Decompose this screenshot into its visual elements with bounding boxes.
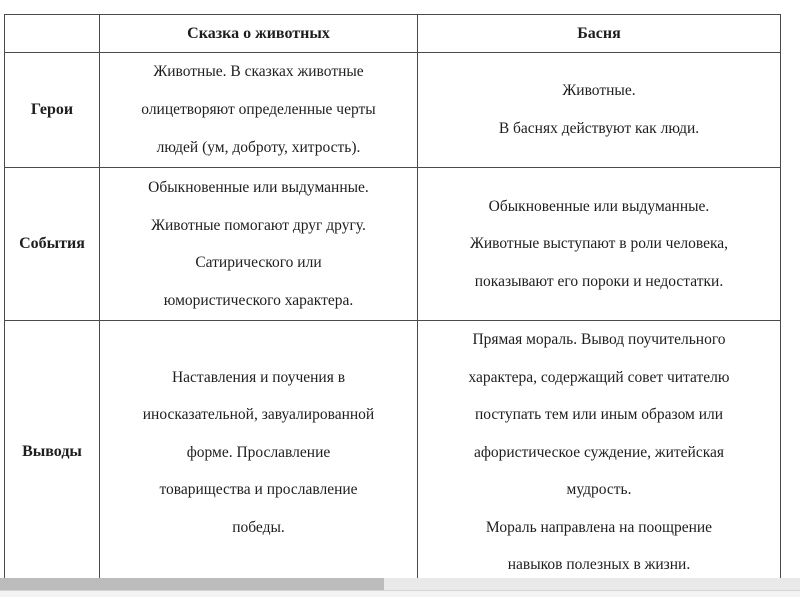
cell-line: Наставления и поучения в — [171, 368, 346, 386]
cell-line: юмористического характера. — [163, 291, 354, 309]
cell-line: Животные выступают в роли человека, — [469, 235, 729, 253]
cell-conclusions-fable — [418, 321, 781, 585]
cell-line: В баснях действуют как люди. — [498, 120, 700, 137]
cell-events-fable — [418, 168, 781, 321]
cell-line: форме. Прославление — [186, 443, 331, 461]
cell-heroes-fable — [418, 53, 781, 168]
cell-line: Мораль направлена на поощрение — [485, 518, 713, 536]
header-fairy-tale: Сказка о животных — [100, 15, 418, 53]
cell-line: характера, содержащий совет читателю — [468, 368, 730, 386]
header-empty-cell — [5, 15, 100, 53]
cell-heroes-fairy-tale — [100, 53, 418, 168]
cell-line: Животные. В сказках животные — [153, 63, 364, 80]
cell-line: поступать тем или иным образом или — [474, 406, 724, 423]
cell-line: Животные помогают друг другу. — [151, 216, 366, 234]
table-header-row — [5, 15, 781, 53]
cell-line: афористическое суждение, житейская — [473, 443, 725, 461]
cell-line: людей (ум, доброту, хитрость). — [156, 139, 361, 156]
cell-line: Обыкновенные или выдуманные. — [148, 179, 369, 196]
table-row — [5, 321, 781, 585]
cell-line: товарищества и прославление — [159, 481, 358, 498]
cell-events-fairy-tale — [100, 168, 418, 321]
scrollbar-track[interactable] — [0, 590, 800, 597]
table-row — [5, 53, 781, 168]
cell-line: олицетворяют определенные черты — [141, 101, 376, 118]
header-fable: Басня — [418, 15, 781, 53]
cell-line: навыков полезных в жизни. — [507, 556, 691, 573]
cell-line: Обыкновенные или выдуманные. — [488, 197, 710, 215]
row-label-events: События — [5, 168, 100, 321]
row-label-conclusions: Выводы — [5, 321, 100, 585]
cell-line: победы. — [232, 518, 285, 536]
row-label-heroes: Герои — [5, 53, 100, 168]
cell-line: показывают его пороки и недостатки. — [474, 272, 724, 290]
table-row — [5, 168, 781, 321]
horizontal-scrollbar[interactable] — [0, 578, 800, 597]
scrollbar-thumb[interactable] — [0, 578, 384, 590]
cell-line: иносказательной, завуалированной — [142, 406, 375, 423]
cell-conclusions-fairy-tale — [100, 321, 418, 585]
comparison-table — [4, 14, 781, 585]
cell-line: Сатирического или — [195, 254, 322, 271]
cell-line: мудрость. — [566, 481, 632, 498]
cell-line: Прямая мораль. Вывод поучительного — [472, 331, 726, 348]
cell-line: Животные. — [562, 82, 636, 99]
